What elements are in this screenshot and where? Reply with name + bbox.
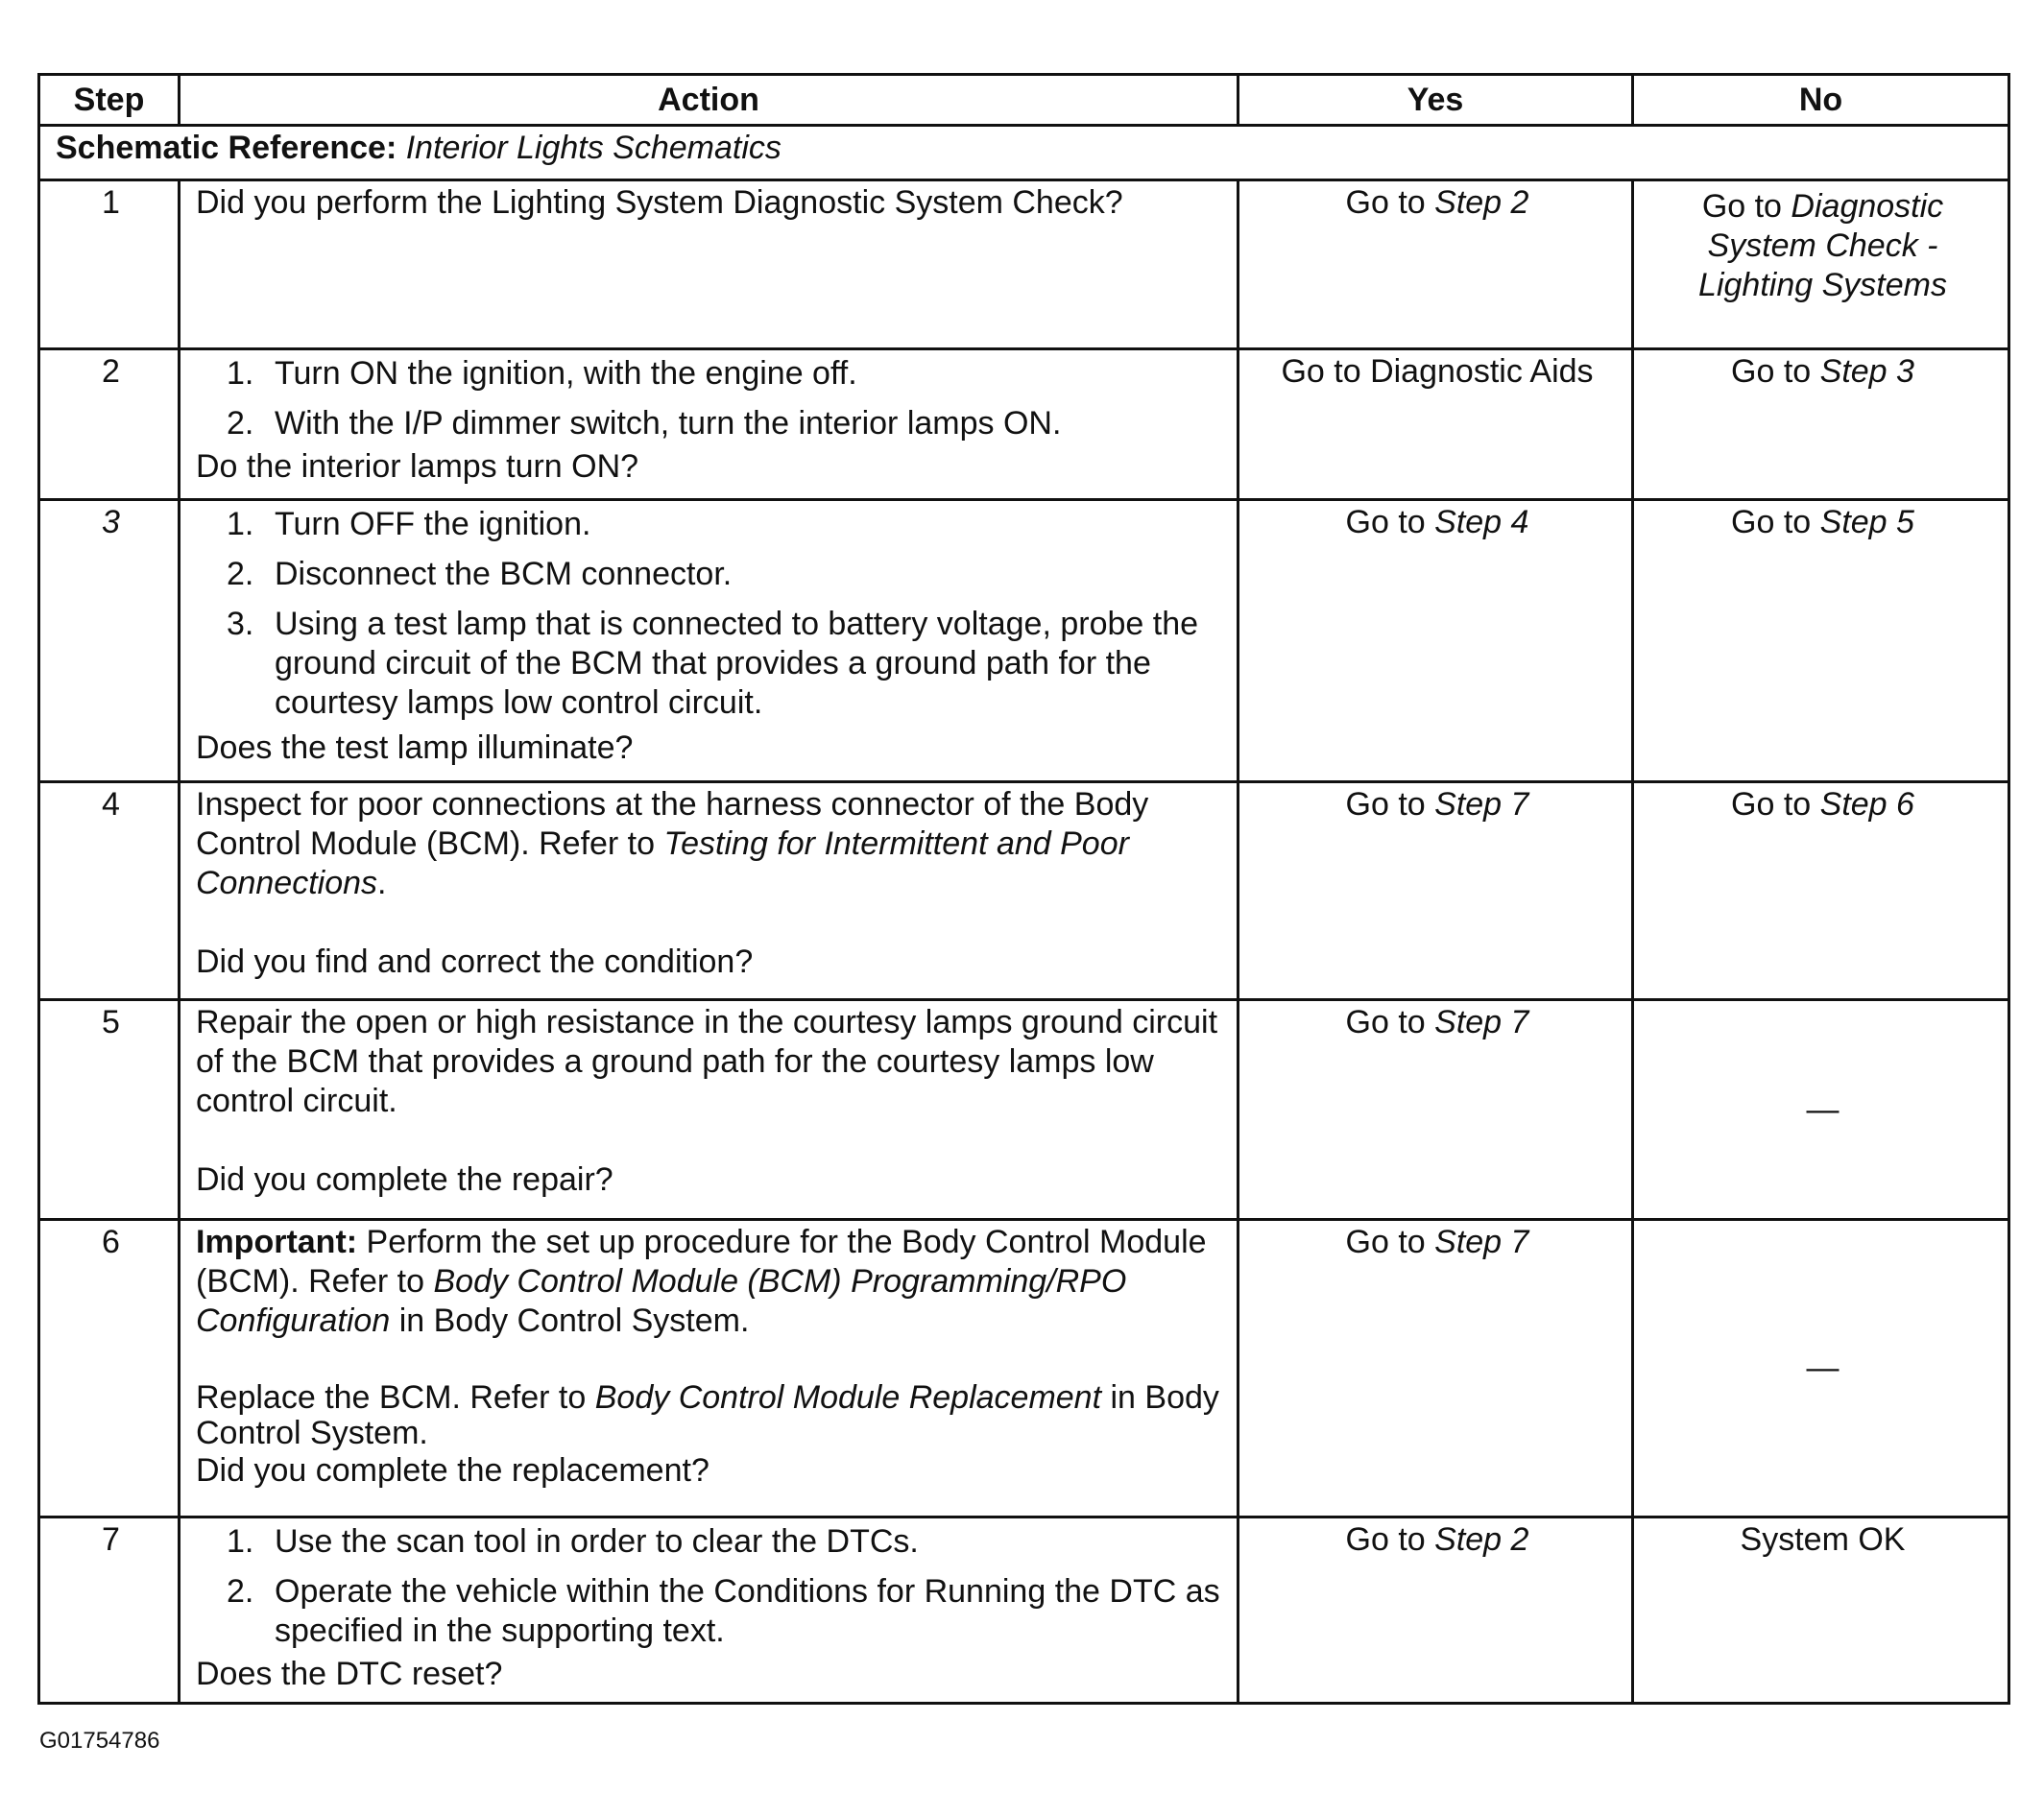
no-step-link[interactable]: Step 3	[1819, 353, 1914, 390]
goto-text: Go to	[1345, 786, 1435, 823]
header-row	[39, 75, 2009, 126]
list-item: 1. Turn OFF the ignition.	[227, 506, 591, 542]
no-cell	[1633, 500, 2009, 782]
no-cell	[1633, 180, 2009, 349]
table-row	[39, 782, 2009, 1000]
reference-link[interactable]: Body Control Module (BCM) Programming/RPO Configuration	[196, 1263, 1127, 1339]
yes-step-link[interactable]: Step 4	[1434, 504, 1529, 540]
schematic-label: Schematic Reference:	[56, 130, 406, 166]
yes-step-link[interactable]: Step 7	[1434, 786, 1529, 823]
step-number: 7	[39, 1517, 180, 1704]
goto-text: Go to	[1731, 353, 1820, 390]
yes-step-link[interactable]: Step 7	[1434, 1004, 1529, 1040]
action-question: Did you find and correct the condition?	[196, 944, 754, 980]
table-row	[39, 349, 2009, 500]
step-number: 2	[39, 349, 180, 500]
goto-text: Go to	[1345, 184, 1435, 221]
list-item: 3. Using a test lamp that is connected to battery voltage, probe the ground circuit of the BCM that provides a ground path for the courtesy lamps low control circuit.	[227, 606, 1199, 721]
schematic-row	[39, 126, 2009, 180]
action-question: Does the test lamp illuminate?	[196, 729, 634, 766]
yes-cell	[1238, 1000, 1633, 1220]
step-number: 6	[39, 1220, 180, 1517]
action-text: Inspect for poor connections at the harness connector of the Body Control Module (BCM). Refer to Testing for Intermittent and Poor Connections.	[196, 786, 1149, 901]
schematic-link[interactable]: Interior Lights Schematics	[405, 130, 782, 166]
action-cell	[180, 1000, 1238, 1220]
action-cell	[180, 1220, 1238, 1517]
reference-link[interactable]: Testing for Intermittent and Poor Connections	[196, 825, 1129, 901]
yes-cell	[1238, 1517, 1633, 1704]
no-step-link[interactable]: Step 5	[1819, 504, 1914, 540]
goto-text: Go to	[1731, 504, 1820, 540]
header-no: No	[1633, 75, 2009, 126]
header-step: Step	[39, 75, 180, 126]
step-number: 1	[39, 180, 180, 349]
step-number: 4	[39, 782, 180, 1000]
no-cell	[1633, 349, 2009, 500]
yes-cell	[1238, 349, 1633, 500]
no-cell: System OK	[1633, 1517, 2009, 1704]
list-item: 2. With the I/P dimmer switch, turn the interior lamps ON.	[227, 405, 1062, 442]
replace-instruction: Replace the BCM. Refer to Body Control Module Replacement in Body Control System.	[196, 1379, 1219, 1451]
no-step-link[interactable]: Diagnostic System Check - Lighting Systems	[1698, 188, 1947, 303]
yes-step-link[interactable]: Step 2	[1434, 1521, 1529, 1558]
yes-link[interactable]: Go to Diagnostic Aids	[1281, 353, 1594, 390]
action-cell	[180, 782, 1238, 1000]
action-cell	[180, 349, 1238, 500]
table-row	[39, 1000, 2009, 1220]
list-item: 2. Disconnect the BCM connector.	[227, 556, 733, 592]
yes-step-link[interactable]: Step 7	[1434, 1224, 1529, 1260]
action-question: Do the interior lamps turn ON?	[196, 448, 639, 485]
action-text: Repair the open or high resistance in the courtesy lamps ground circuit of the BCM that provides a ground path for the courtesy lamps low control circuit.	[196, 1004, 1218, 1119]
list-item: 2. Operate the vehicle within the Conditions for Running the DTC as specified in the supporting text.	[227, 1573, 1220, 1649]
no-cell	[1633, 782, 2009, 1000]
header-action: Action	[180, 75, 1238, 126]
step-number: 3	[39, 500, 180, 782]
figure-id: G01754786	[39, 1728, 160, 1754]
action-list	[196, 354, 1225, 443]
goto-text: Go to	[1345, 504, 1435, 540]
yes-cell	[1238, 500, 1633, 782]
no-cell: —	[1633, 1220, 2009, 1517]
goto-text: Go to	[1345, 1004, 1435, 1040]
step-number: 5	[39, 1000, 180, 1220]
action-question: Did you perform the Lighting System Diagnostic System Check?	[196, 184, 1123, 221]
yes-cell	[1238, 180, 1633, 349]
goto-text: Go to	[1345, 1224, 1435, 1260]
table-row	[39, 1517, 2009, 1704]
table-row	[39, 1220, 2009, 1517]
important-note: Important: Perform the set up procedure for the Body Control Module (BCM). Refer to Body Control Module (BCM) Programming/RPO Configuration in Body Control System.	[196, 1224, 1207, 1339]
no-step-link[interactable]: Step 6	[1819, 786, 1914, 823]
no-cell: —	[1633, 1000, 2009, 1220]
action-question: Did you complete the repair?	[196, 1161, 613, 1198]
important-label: Important:	[196, 1224, 358, 1260]
table-row	[39, 180, 2009, 349]
yes-cell	[1238, 1220, 1633, 1517]
list-item: 1. Use the scan tool in order to clear the DTCs.	[227, 1523, 919, 1560]
action-question: Did you complete the replacement?	[196, 1452, 709, 1489]
action-cell	[180, 180, 1238, 349]
table-row	[39, 500, 2009, 782]
diagnostic-table	[37, 73, 2010, 1705]
action-list	[196, 1522, 1225, 1651]
action-question: Does the DTC reset?	[196, 1656, 503, 1692]
yes-cell	[1238, 782, 1633, 1000]
action-cell	[180, 1517, 1238, 1704]
schematic-reference	[39, 126, 2009, 180]
goto-text: Go to	[1345, 1521, 1435, 1558]
reference-link[interactable]: Body Control Module Replacement	[594, 1379, 1102, 1416]
action-list	[196, 505, 1225, 723]
yes-step-link[interactable]: Step 2	[1434, 184, 1529, 221]
action-cell	[180, 500, 1238, 782]
header-yes: Yes	[1238, 75, 1633, 126]
goto-text: Go to	[1731, 786, 1820, 823]
goto-text: Go to	[1701, 188, 1792, 225]
list-item: 1. Turn ON the ignition, with the engine off.	[227, 355, 857, 392]
